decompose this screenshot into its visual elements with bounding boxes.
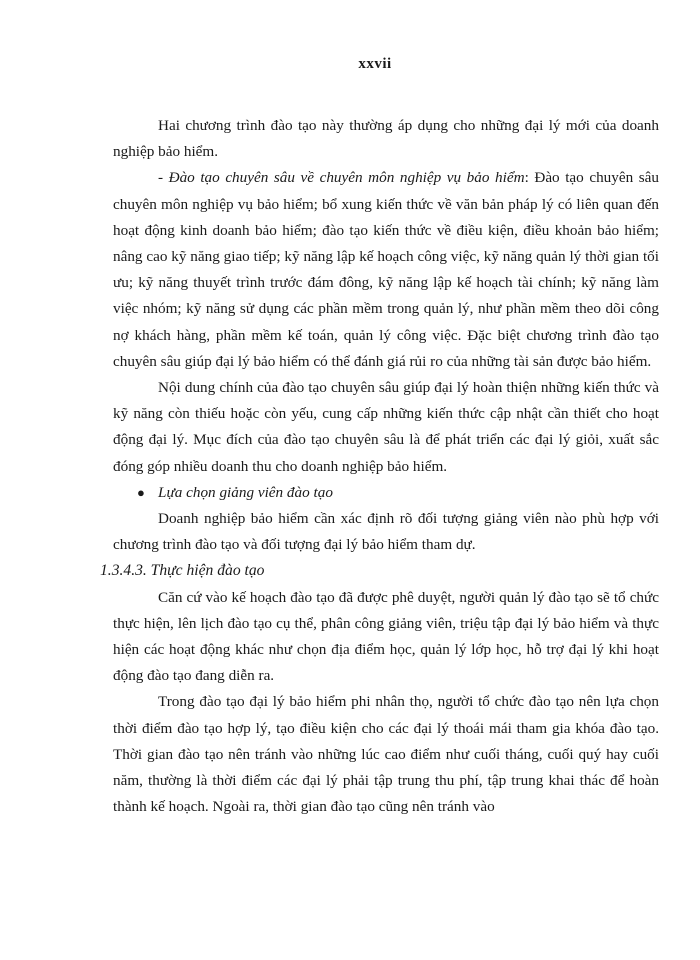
bullet-label: Lựa chọn giảng viên đào tạo [158, 483, 333, 501]
paragraph-5: Căn cứ vào kế hoạch đào tạo đã được phê duyệt, người quản lý đào tạo sẽ tổ chức thực hiện, lên lịch đào tạo cụ thể, phân công giảng viên, triệu tập đại lý bảo hiểm và thực hiện các hoạt động khác như chọn địa điểm học, quản lý lớp học, hỗ trợ đại lý khi hoạt động đào tạo đang diễn ra. [113, 588, 659, 685]
page-number: xxvii [358, 56, 392, 72]
bullet-icon: ● [137, 484, 145, 500]
paragraph-4: Doanh nghiệp bảo hiểm cần xác định rõ đối tượng giảng viên nào phù hợp với chương trình đào tạo và đối tượng đại lý bảo hiểm tham dự. [113, 510, 659, 554]
paragraph-3: Nội dung chính của đào tạo chuyên sâu giúp đại lý hoàn thiện những kiến thức và kỹ năng còn thiếu hoặc còn yếu, cung cấp những kiến thức cập nhật cần thiết cho hoạt động đại lý. Mục đích của đào tạo chuyên sâu là để phát triển các đại lý giỏi, xuất sắc đóng góp nhiều doanh thu cho doanh nghiệp bảo hiểm. [113, 379, 659, 475]
paragraph-1: Hai chương trình đào tạo này thường áp dụng cho những đại lý mới của doanh nghiệp bảo hiểm. [113, 117, 659, 161]
paragraph-2-body: : Đào tạo chuyên sâu chuyên môn nghiệp vụ bảo hiểm; bổ xung kiến thức về văn bản pháp lý có liên quan đến hoạt động kinh doanh bảo hiểm; đào tạo kiến thức về điều kiện, điều khoản bảo hiểm; nâng cao kỹ năng giao tiếp; kỹ năng lập kế hoạch công việc, kỹ năng quản lý thời gian tối ưu; kỹ năng thuyết trình trước đám đông, kỹ năng lập kế hoạch tài chính; kỹ năng làm việc nhóm; kỹ năng sử dụng các phần mềm trong quản lý, như phần mềm theo dõi công nợ khách hàng, phần mềm kế toán, quản lý công việc. Đặc biệt chương trình đào tạo chuyên sâu giúp đại lý bảo hiểm có thể đánh giá rủi ro của những tài sản được bảo hiểm. [113, 169, 659, 370]
paragraph-6: Trong đào tạo đại lý bảo hiểm phi nhân thọ, người tổ chức đào tạo nên lựa chọn thời điểm đào tạo hợp lý, tạo điều kiện cho các đại lý thoái mái tham gia khóa đào tạo. Thời gian đào tạo nên tránh vào những lúc cao điểm như cuối tháng, cuối quý hay cuối năm, thường là thời điểm các đại lý phải tập trung thu phí, tập trung khai thác để hoàn thành kế hoạch. Ngoài ra, thời gian đào tạo cũng nên tránh vào [113, 693, 659, 816]
section-heading: 1.3.4.3. Thực hiện đào tạo [100, 562, 265, 580]
bullet-item [113, 480, 659, 506]
paragraph-2 [113, 165, 659, 375]
document-body [100, 113, 659, 820]
paragraph-2-italic-lead: - Đào tạo chuyên sâu về chuyên môn nghiệp vụ bảo hiểm [158, 169, 525, 187]
